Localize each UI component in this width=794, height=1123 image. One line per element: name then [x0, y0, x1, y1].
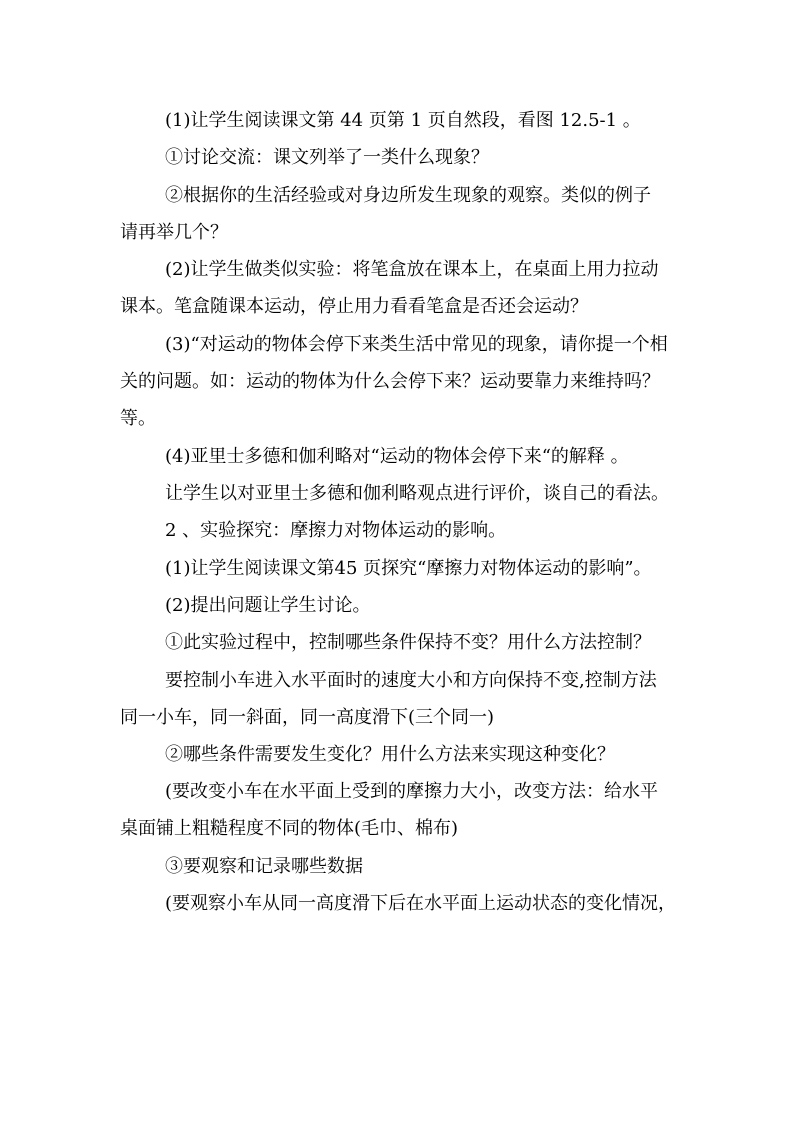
paragraph: [120, 848, 680, 885]
paragraph: [120, 177, 680, 251]
paragraph: [120, 885, 680, 922]
paragraph: [120, 773, 680, 847]
paragraph-line: (3)“对运动的物体会停下来类生活中常见的现象，请你提一个相: [165, 333, 668, 355]
paragraph: [120, 550, 680, 587]
paragraph-line: (2)提出问题让学生讨论。: [165, 594, 371, 616]
paragraph: [120, 736, 680, 773]
paragraph: [120, 512, 680, 549]
paragraph: [120, 251, 680, 325]
paragraph: [120, 139, 680, 176]
paragraph-line: ②哪些条件需要发生变化？用什么方法来实现这种变化？: [165, 744, 615, 766]
paragraph-line: 让学生以对亚里士多德和伽利略观点进行评价，谈自己的看法。: [165, 483, 669, 504]
paragraph-line: 2 、实验探究：摩擦力对物体运动的影响。: [165, 520, 507, 542]
paragraph: [120, 102, 680, 139]
paragraph-line: 关的问题。如：运动的物体为什么会停下来？运动要靠力来维持吗？: [120, 370, 660, 392]
paragraph-line: (2)让学生做类似实验：将笔盒放在课本上，在桌面上用力拉动: [165, 259, 659, 281]
paragraph: [120, 326, 680, 437]
paragraph-line: (4)亚里士多德和伽利略对“运动的物体会停下来“的解释 。: [165, 445, 629, 467]
paragraph-line: 等。: [120, 407, 156, 429]
paragraph-line: ③要观察和记录哪些数据: [165, 856, 363, 877]
paragraph-line: 要控制小车进入水平面时的速度大小和方向保持不变,控制方法: [165, 669, 657, 691]
paragraph: [120, 624, 680, 661]
paragraph: [120, 438, 680, 475]
paragraph-line: (要观察小车从同一高度滑下后在水平面上运动状态的变化情况，: [165, 893, 677, 915]
paragraph-line: ①讨论交流：课文列举了一类什么现象？: [165, 147, 489, 169]
paragraph-line: ②根据你的生活经验或对身边所发生现象的观察。类似的例子: [165, 184, 651, 206]
paragraph-line: (1)让学生阅读课文第45 页探究“摩擦力对物体运动的影响”。: [165, 557, 652, 579]
paragraph-line: ①此实验过程中，控制哪些条件保持不变？用什么方法控制？: [165, 632, 651, 654]
paragraph-line: 桌面铺上粗糙程度不同的物体(毛巾、棉布): [120, 818, 459, 840]
paragraph: [120, 662, 680, 736]
paragraph-line: 请再举几个？: [120, 221, 228, 243]
paragraph: [120, 475, 680, 512]
paragraph-line: 课本。笔盒随课本运动，停止用力看看笔盒是否还会运动？: [120, 296, 588, 318]
paragraph-line: 同一小车，同一斜面，同一高度滑下(三个同一): [120, 706, 495, 728]
paragraph-line: (要改变小车在水平面上受到的摩擦力大小，改变方法：给水平: [165, 781, 659, 803]
paragraph: [120, 587, 680, 624]
paragraph-line: (1)让学生阅读课文第 44 页第 1 页自然段，看图 12.5-1 。: [165, 110, 641, 131]
